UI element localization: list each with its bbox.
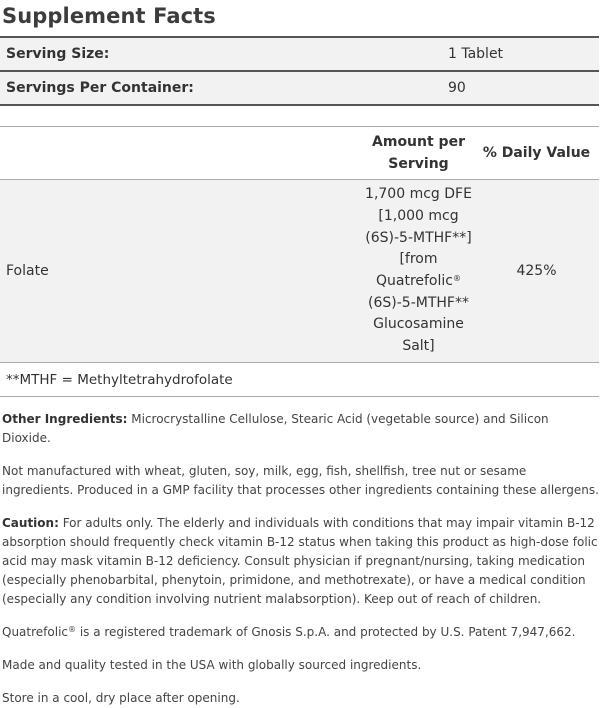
table-header [0,127,599,180]
servings-per-container-label: Servings Per Container: [6,80,194,96]
table-row [0,180,599,363]
notes-section [0,397,601,708]
servings-per-container-row [0,72,599,106]
nutrient-amount: 1,700 mcg DFE [1,000 mcg (6S)-5-MTHF**] [from Quatrefolic® (6S)-5-MTHF** Glucosamine Salt] [365,186,472,355]
serving-size-value: 1 Tablet [448,46,504,62]
servings-per-container-value: 90 [448,80,466,96]
table-footnote: **MTHF = Methyltetrahydrofolate [0,363,599,397]
daily-value-header: % Daily Value [482,145,591,161]
serving-size-label: Serving Size: [6,46,110,62]
made-in-usa-statement: Made and quality tested in the USA with globally sourced ingredients. [2,658,422,672]
serving-info [0,36,599,106]
serving-size-row [0,38,599,72]
nutrient-daily-value: 425% [516,263,557,279]
allergen-statement: Not manufactured with wheat, gluten, soy, milk, egg, fish, shellfish, tree nut or sesame ingredients. Produced in a GMP facility that processes other ingredients containing these allergens. [2,464,599,497]
page-title: Supplement Facts [2,4,216,28]
trademark-statement: Quatrefolic® is a registered trademark of Gnosis S.p.A. and protected by U.S. Patent 7,947,662. [2,625,576,639]
caution-statement: Caution: For adults only. The elderly and individuals with conditions that may impair vitamin B-12 absorption should frequently check vitamin B-12 status when taking this product as high-dose folic acid may mask vitamin B-12 deficiency. Consult physician if pregnant/nursing, taking medication (especially phenobarbital, phenytoin, primidone, and methotrexate), or have a medical condition (especially any condition involving nutrient malabsorption). Keep out of reach of children. [2,516,598,606]
storage-statement: Store in a cool, dry place after opening. [2,691,240,705]
amount-per-serving-header: Amount per Serving [372,134,465,172]
nutrient-name: Folate [6,263,49,279]
facts-table [0,126,599,397]
other-ingredients: Other Ingredients: Microcrystalline Cellulose, Stearic Acid (vegetable source) and Silicon Dioxide. [2,412,549,445]
